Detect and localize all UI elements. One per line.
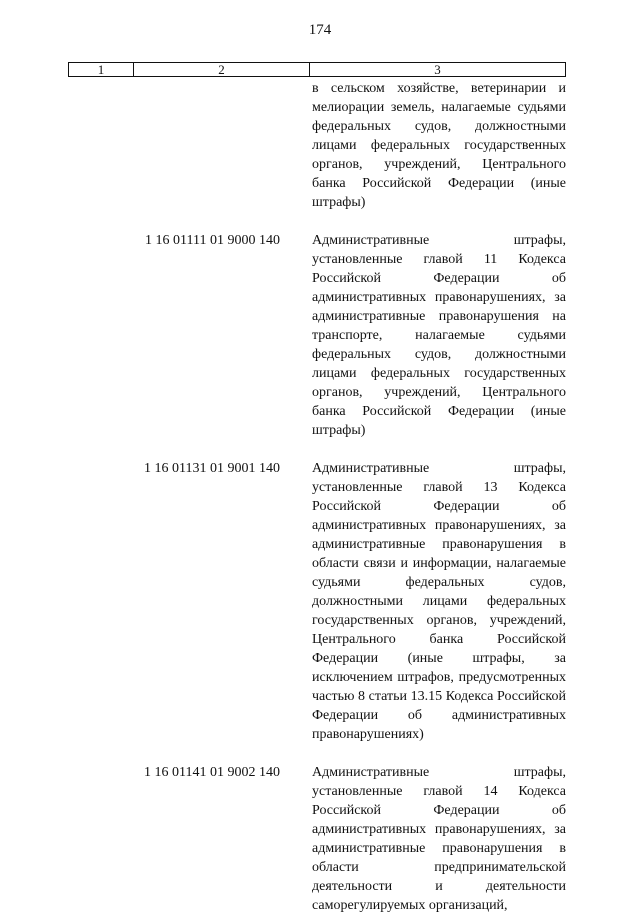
- table-row: [0, 459, 640, 744]
- column-header-row: [69, 63, 566, 77]
- budget-code: 1 16 01111 01 9000 140: [145, 233, 280, 248]
- column-header-2: 2: [134, 63, 310, 77]
- column-header-table: [68, 62, 566, 77]
- budget-code: 1 16 01141 01 9002 140: [144, 765, 280, 780]
- column-header-3: 3: [310, 63, 566, 77]
- continuation-text: в сельском хозяйстве, ветеринарии и мелиорации земель, налагаемые судьями федеральных судов, должностными лицами федеральных государственных органов, учреждений, Центрального банка Российской Федерации (иные штрафы): [312, 81, 566, 210]
- budget-code: 1 16 01131 01 9001 140: [144, 461, 280, 476]
- code-description: Административные штрафы, установленные главой 14 Кодекса Российской Федерации об административных правонарушениях, за административные правонарушения в области предпринимательской деятельности и деятельности саморегулируемых организаций,: [312, 765, 566, 913]
- table-row: [0, 763, 640, 915]
- page-number: 174: [308, 22, 332, 38]
- document-body: [0, 79, 640, 915]
- code-description: Административные штрафы, установленные главой 13 Кодекса Российской Федерации об административных правонарушениях, за административные правонарушения в области связи и информации, налагаемые судьями федеральных судов, должностными лицами федеральных государственных органов, учреждений, Центрального банка Российской Федерации (иные штрафы, за исключением штрафов, предусмотренных частью 8 статьи 13.15 Кодекса Российской Федерации об административных правонарушениях): [312, 461, 566, 742]
- code-description: Административные штрафы, установленные главой 11 Кодекса Российской Федерации об административных правонарушениях, за административные правонарушения на транспорте, налагаемые судьями федеральных судов, должностными лицами федеральных государственных органов, учреждений, Центрального банка Российской Федерации (иные штрафы): [312, 233, 566, 438]
- table-row: [0, 231, 640, 440]
- column-header-1: 1: [69, 63, 134, 77]
